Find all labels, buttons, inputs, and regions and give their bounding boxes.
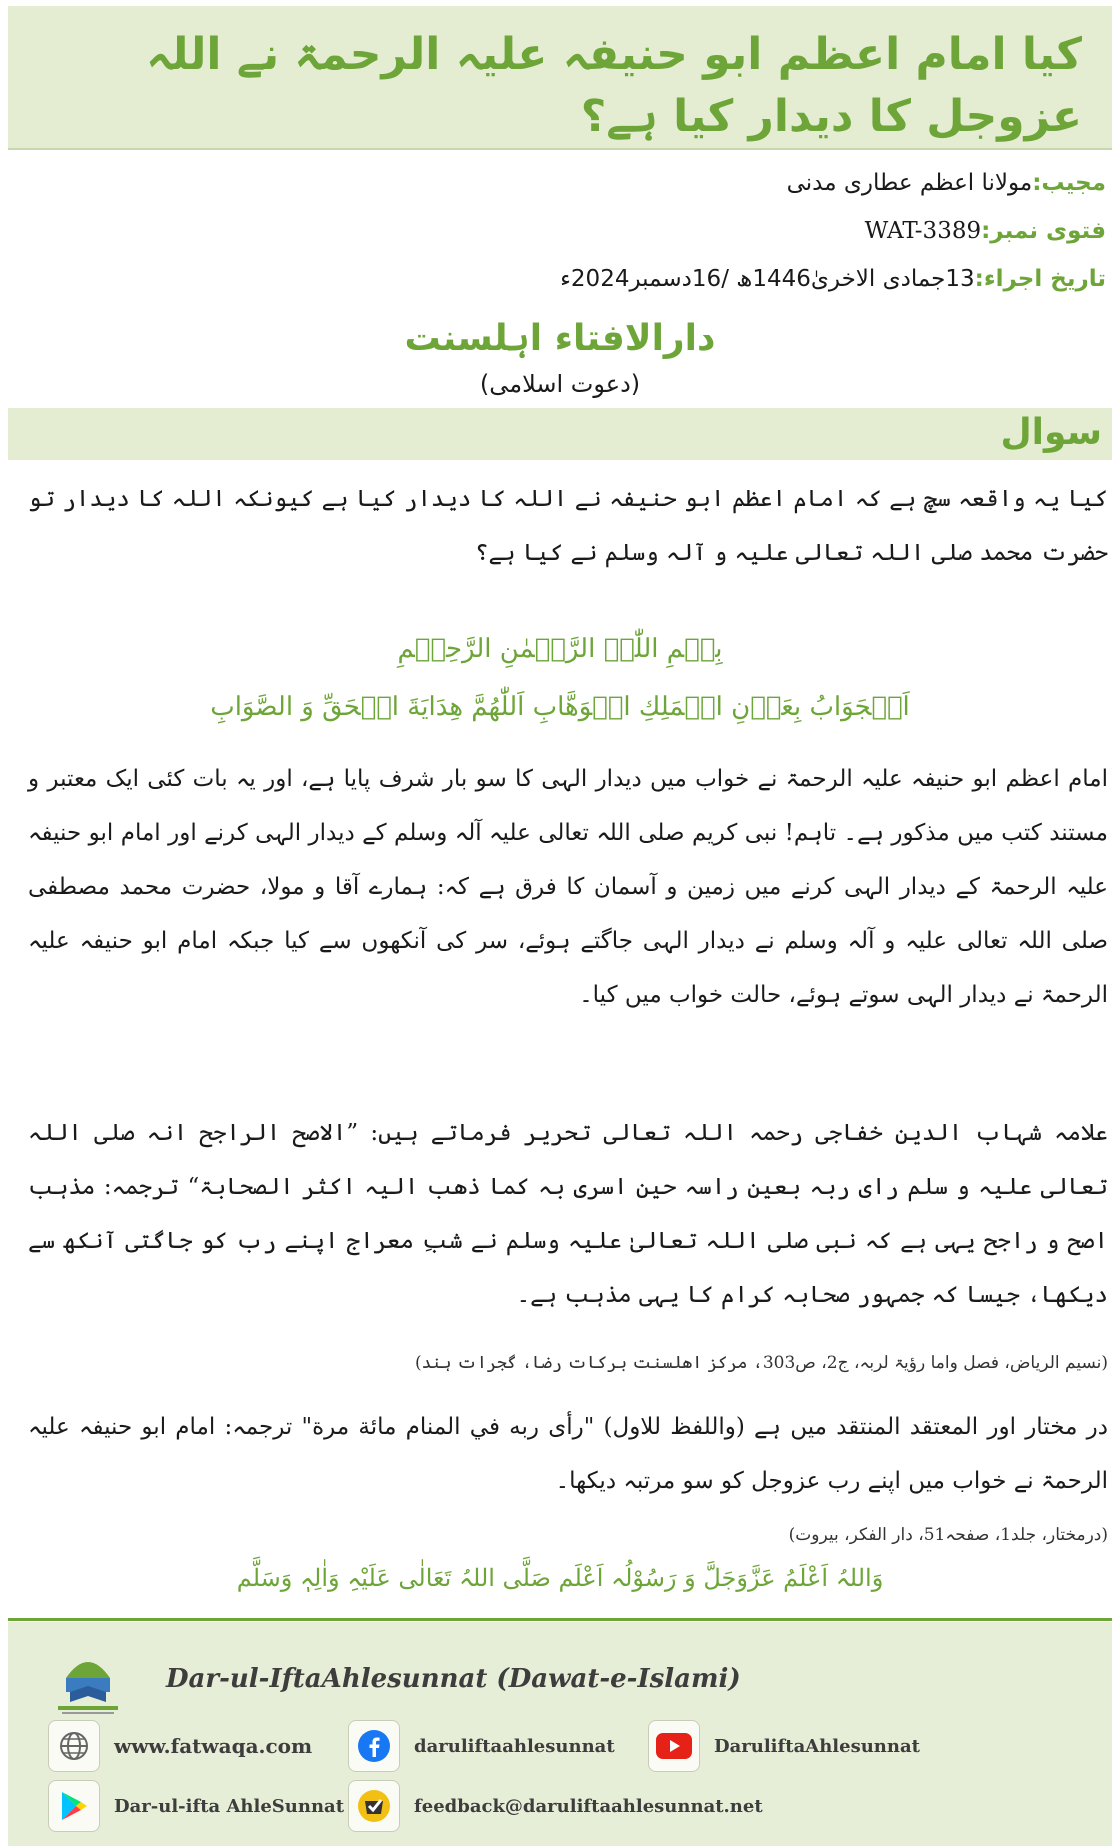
play-store-icon: [48, 1780, 100, 1832]
facebook-link[interactable]: [348, 1720, 615, 1772]
youtube-link[interactable]: [648, 1720, 920, 1772]
answer-paragraph-1: امام اعظم ابو حنیفہ علیہ الرحمۃ نے خواب میں دیدار الہی کا سو بار شرف پایا ہے، اور یہ بات کئی ایک معتبر و مستند کتب میں مذکور ہے۔ تاہم! نبی کریم صلی اللہ تعالی علیہ آلہ وسلم کے دیدار الہی کرنے اور امام ابو حنیفہ علیہ الرحمۃ کے دیدار الہی کرنے میں زمین و آسمان کا فرق ہے کہ: ہمارے آقا و مولا، حضرت محمد مصطفی صلی اللہ تعالی علیہ و آلہ وسلم نے دیدار الہی جاگتے ہوئے، سر کی آنکھوں سے کیا جبکہ امام ابو حنیفہ علیہ الرحمۃ نے دیدار الہی سوتے ہوئے، حالت خواب میں کیا۔: [28, 766, 1108, 1008]
mujeeb-label: مجیب:: [1032, 170, 1106, 196]
closing-dua: وَاللہُ اَعْلَمُ عَزَّوَجَلَّ وَ رَسُوْلُہ اَعْلَم صَلَّی اللہُ تَعَالٰی عَلَیْہِ وَاٰلِہٖ وَسَلَّم: [236, 1564, 884, 1592]
youtube-icon: [648, 1720, 700, 1772]
facebook-icon: [348, 1720, 400, 1772]
issue-date-label: تاریخ اجراء:: [974, 266, 1106, 292]
question-heading: سوال: [1000, 412, 1102, 453]
fatwa-number-row: [865, 218, 1106, 244]
facebook-text: daruliftaahlesunnat: [414, 1735, 615, 1757]
feedback-mail-icon: [348, 1780, 400, 1832]
issue-date-value: 13جمادی الاخریٰ1446ھ /16دسمبر2024ء: [560, 266, 975, 292]
reference-1: (نسیم الریاض، فصل واما رؤیۃ لربہ، ج2، ص303، مرکز اھلسنت برکات رضا، گجرات ہند): [414, 1353, 1108, 1373]
question-heading-bar: [8, 408, 1112, 460]
page-title: کیا امام اعظم ابو حنیفہ علیہ الرحمۃ نے اللہ عزوجل کا دیدار کیا ہے؟: [146, 29, 1082, 142]
organization-name: دارالافتاء اہلسنت: [404, 318, 716, 359]
footer: [8, 1622, 1112, 1846]
issue-date-row: [560, 266, 1106, 292]
email-text: feedback@daruliftaahlesunnat.net: [414, 1795, 763, 1817]
answer-paragraph-3: در مختار اور المعتقد المنتقد میں ہے (واللفظ للاول) "رأى ربه في المنام مائة مرة" ترجمہ: امام ابو حنیفہ علیہ الرحمۃ نے خواب میں اپنے رب عزوجل کو سو مرتبہ دیکھا۔: [28, 1414, 1108, 1494]
footer-brand: Dar-ul-IftaAhlesunnat (Dawat-e-Islami): [166, 1664, 741, 1694]
question-text: کیا یہ واقعہ سچ ہے کہ امام اعظم ابو حنیفہ نے اللہ کا دیدار کیا ہے کیونکہ اللہ کا دیدار تو حضرت محمد صلی اللہ تعالی علیہ و آلہ وسلم نے کیا ہے؟: [28, 486, 1108, 566]
footer-divider: [8, 1618, 1112, 1621]
youtube-text: DaruliftaAhlesunnat: [714, 1735, 920, 1757]
fatwa-number-label: فتوی نمبر:: [981, 218, 1106, 244]
website-text: www.fatwaqa.com: [114, 1734, 313, 1758]
playstore-link[interactable]: [48, 1780, 344, 1832]
website-link[interactable]: [48, 1720, 312, 1772]
answer-opening: اَلۡجَوَابُ بِعَوۡنِ الۡمَلِكِ الۡوَهَّابِ اَللّٰهُمَّ هِدَايَةَ الۡحَقِّ وَ الصَّوَابِ: [210, 692, 910, 722]
answer-paragraph-2: علامہ شہاب الدین خفاجی رحمہ اللہ تعالی تحریر فرماتے ہیں: ”الاصح الراجح انہ صلی اللہ تعالی علیہ و سلم رای ربہ بعین راسہ حین اسری بہ کما ذھب الیہ اکثر الصحابۃ“ ترجمہ: مذہب اصح و راجح یہی ہے کہ نبی صلی اللہ تعالیٰ علیہ وسلم نے شبِ معراج اپنے رب کو جاگتی آنکھ سے دیکھا، جیسا کہ جمہور صحابہ کرام کا یہی مذہب ہے۔: [28, 1120, 1108, 1308]
organization-subtitle: (دعوت اسلامی): [479, 370, 641, 398]
mujeeb-row: [787, 170, 1106, 196]
globe-icon: [48, 1720, 100, 1772]
darulifta-logo-icon: [48, 1640, 128, 1720]
title-banner: [8, 6, 1112, 150]
reference-2: (درمختار، جلد1، صفحہ51، دار الفکر، بیروت): [788, 1525, 1108, 1545]
email-link[interactable]: [348, 1780, 763, 1832]
mujeeb-value: مولانا اعظم عطاری مدنی: [786, 170, 1033, 196]
fatwa-number-value: WAT-3389: [864, 218, 982, 244]
bismillah: بِسۡمِ اللّٰہِ الرَّحۡمٰنِ الرَّحِیۡمِ: [397, 634, 723, 664]
playstore-text: Dar-ul-ifta AhleSunnat: [114, 1795, 345, 1817]
